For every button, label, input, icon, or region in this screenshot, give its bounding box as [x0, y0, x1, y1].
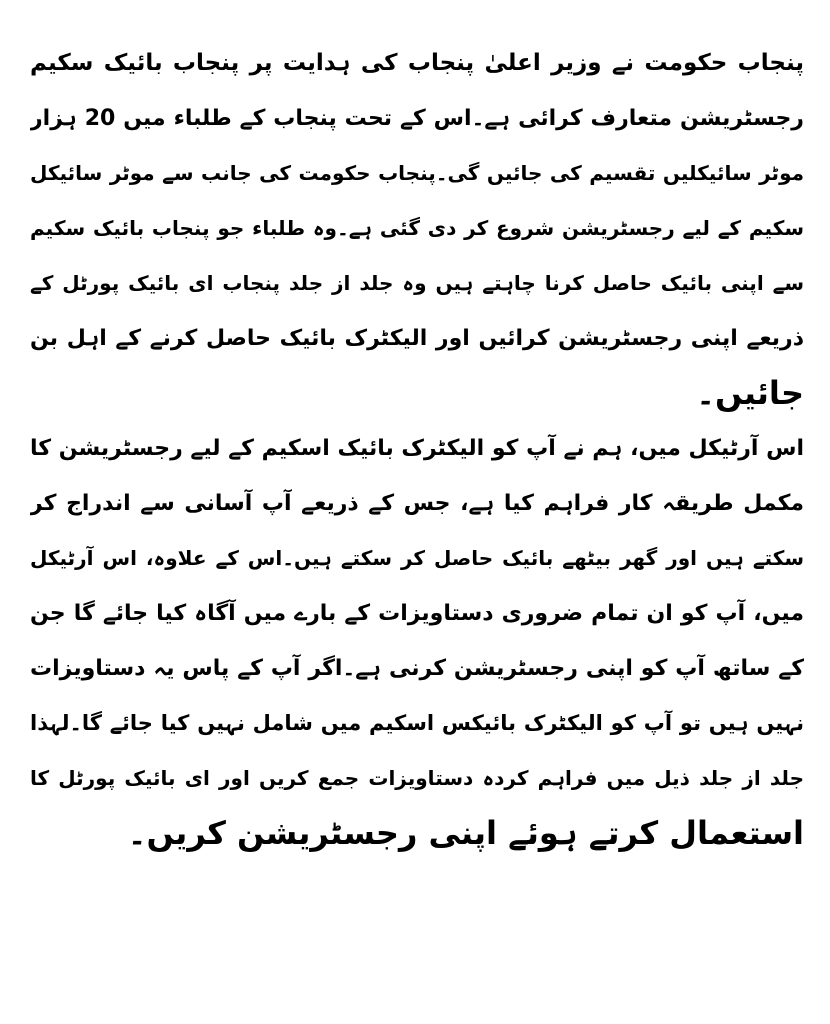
text-line: سے اپنی بائیک حاصل کرنا چاہتے ہیں وہ جلد از جلد پنجاب ای بائیک پورٹل کے — [30, 271, 804, 295]
text-line: استعمال کرتے ہوئے اپنی رجسٹریشن کریں۔ — [127, 814, 804, 852]
text-line: رجسٹریشن متعارف کرائی ہے۔اس کے تحت پنجاب کے طلباء میں 20 ہزار — [30, 106, 804, 131]
text-line: کے ساتھ آپ کو اپنی رجسٹریشن کرنی ہے۔اگر آپ کے پاس یہ دستاویزات — [30, 656, 804, 681]
text-line: جائیں۔ — [696, 374, 804, 412]
text-line: میں، آپ کو ان تمام ضروری دستاویزات کے بارے میں آگاہ کیا جائے گا جن — [30, 601, 804, 626]
text-line: موٹر سائیکلیں تقسیم کی جائیں گی۔پنجاب حکومت کی جانب سے موٹر سائیکل — [30, 161, 804, 185]
text-line: اس آرٹیکل میں، ہم نے آپ کو الیکٹرک بائیک اسکیم کے لیے رجسٹریشن کا — [30, 436, 804, 461]
text-line: سکیم کے لیے رجسٹریشن شروع کر دی گئی ہے۔وہ طلباء جو پنجاب بائیک سکیم — [30, 216, 804, 240]
text-line: سکتے ہیں اور گھر بیٹھے بائیک حاصل کر سکتے ہیں۔اس کے علاوہ، اس آرٹیکل — [30, 546, 804, 570]
paragraph-intro — [30, 36, 804, 421]
text-line: ذریعے اپنی رجسٹریشن کرائیں اور الیکٹرک بائیک حاصل کرنے کے اہل بن — [30, 326, 804, 351]
paragraph-details — [30, 421, 804, 861]
text-line: پنجاب حکومت نے وزیر اعلیٰ پنجاب کی ہدایت پر پنجاب بائیک سکیم — [30, 50, 804, 76]
text-line: نہیں ہیں تو آپ کو الیکٹرک بائیکس اسکیم میں شامل نہیں کیا جائے گا۔لہذا — [30, 711, 804, 735]
text-line: جلد از جلد ذیل میں فراہم کردہ دستاویزات جمع کریں اور ای بائیک پورٹل کا — [30, 766, 804, 790]
text-line: مکمل طریقہ کار فراہم کیا ہے، جس کے ذریعے آپ آسانی سے اندراج کر — [30, 491, 804, 516]
